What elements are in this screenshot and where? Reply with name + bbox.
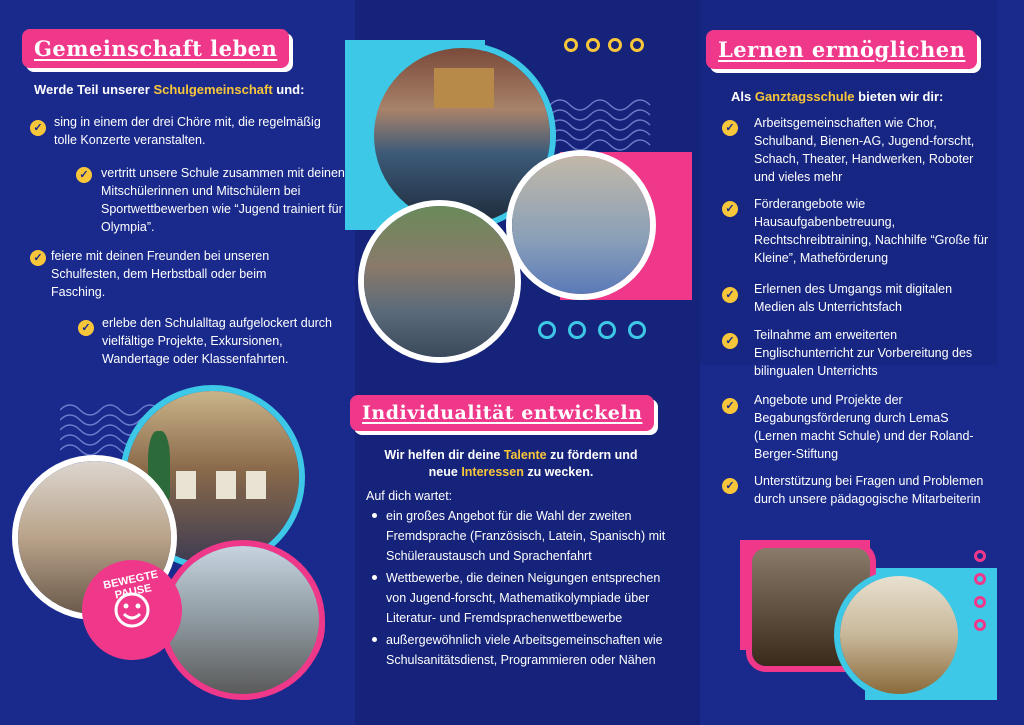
middle-lead-part: zu fördern und — [546, 448, 638, 462]
dot-decoration — [974, 550, 986, 562]
right-item-1: Arbeitsgemeinschaften wie Chor, Schulband, Bienen-AG, Jugend-forscht, Schach, Theater, Handwerken, Roboter und vieles mehr — [754, 116, 975, 184]
wavy-lines-decoration — [550, 90, 660, 160]
check-circle-icon: ✓ — [722, 333, 738, 349]
middle-lead — [361, 447, 661, 481]
dot-decoration — [974, 596, 986, 608]
dot-decoration — [608, 38, 622, 52]
left-item-1: sing in einem der drei Chöre mit, die regelmäßig tolle Konzerte veranstalten. — [54, 115, 321, 147]
left-lead-end: und: — [272, 82, 305, 97]
check-circle-icon: ✓ — [722, 201, 738, 217]
middle-title: Individualität entwickeln — [350, 395, 654, 431]
dot-decoration — [538, 321, 556, 339]
dot-decoration — [564, 38, 578, 52]
check-circle-icon: ✓ — [30, 120, 46, 136]
middle-lead-part: neue — [428, 465, 462, 479]
check-circle-icon: ✓ — [722, 120, 738, 136]
middle-lead-part: zu wecken. — [523, 465, 594, 479]
right-item-2: Förderangebote wie Hausaufgabenbetreuung, Rechtschreibtraining, Nachhilfe “Große für Kleine”, Matheförderung — [754, 197, 989, 265]
right-item-3: Erlernen des Umgangs mit digitalen Medien als Unterrichtsfach — [754, 282, 953, 314]
dot-decoration — [630, 38, 644, 52]
middle-lead-highlight: Talente — [503, 448, 547, 462]
middle-list-item: Wettbewerbe, die deinen Neigungen entsprechen von Jugend-forscht, Mathematikolympiade über Literatur- und Fremdsprachenwettbewerbe — [368, 568, 673, 628]
schoolyard-photo — [160, 540, 325, 700]
left-lead-highlight: Schulgemeinschaft — [153, 82, 273, 97]
check-circle-icon: ✓ — [722, 398, 738, 414]
left-lead — [34, 82, 304, 97]
dot-decoration — [974, 573, 986, 585]
dot-decoration — [568, 321, 586, 339]
middle-lead-part: Wir helfen dir deine — [384, 448, 504, 462]
dot-decoration — [586, 38, 600, 52]
check-circle-icon: ✓ — [78, 320, 94, 336]
left-item-2: vertritt unsere Schule zusammen mit deinen Mitschülerinnen und Mitschülern bei Sportwettbewerben wie “Jugend trainiert für Olympia”. — [101, 166, 345, 234]
right-title: Lernen ermöglichen — [706, 30, 977, 69]
bewegte-pause-badge — [82, 560, 182, 660]
middle-subheading: Auf dich wartet: — [366, 489, 453, 503]
dot-decoration — [628, 321, 646, 339]
right-item-5: Angebote und Projekte der Begabungsförderung durch LemaS (Lernen macht Schule) und der Roland-Berger-Stiftung — [754, 393, 974, 461]
check-circle-icon: ✓ — [30, 250, 46, 266]
right-lead-text: Als — [731, 89, 755, 104]
bee-ag-photo — [834, 570, 964, 700]
middle-list-item: außergewöhnlich viele Arbeitsgemeinschaften wie Schulsanitätsdienst, Programmieren oder Nähen — [368, 630, 673, 670]
middle-list-item: ein großes Angebot für die Wahl der zweiten Fremdsprache (Französisch, Latein, Spanisch) mit Schüleraustausch und Sprachenfahrt — [368, 506, 673, 566]
gymnastics-photo — [506, 150, 656, 300]
middle-lead-highlight: Interessen — [461, 465, 524, 479]
check-circle-icon: ✓ — [722, 287, 738, 303]
dot-decoration — [598, 321, 616, 339]
right-lead — [731, 89, 943, 104]
check-circle-icon: ✓ — [722, 478, 738, 494]
middle-list — [368, 506, 673, 670]
left-title: Gemeinschaft leben — [22, 29, 289, 68]
right-lead-end: bieten wir dir: — [854, 89, 944, 104]
badge-label: BEWEGTE PAUSE — [102, 568, 160, 602]
left-lead-text: Werde Teil unserer — [34, 82, 154, 97]
left-item-3: feiere mit deinen Freunden bei unseren Schulfesten, dem Herbstball oder beim Fasching. — [51, 249, 270, 299]
left-item-4: erlebe den Schulalltag aufgelockert durch vielfältige Projekte, Exkursionen, Wandertage oder Klassenfahrten. — [102, 316, 333, 366]
dot-decoration — [974, 619, 986, 631]
school-building-photo — [358, 200, 521, 363]
right-item-6: Unterstützung bei Fragen und Problemen durch unsere pädagogische Mitarbeiterin — [754, 474, 984, 506]
right-item-4: Teilnahme am erweiterten Englischunterricht zur Vorbereitung des bilingualen Unterrichts — [754, 328, 973, 378]
check-circle-icon: ✓ — [76, 167, 92, 183]
right-lead-highlight: Ganztagsschule — [754, 89, 855, 104]
